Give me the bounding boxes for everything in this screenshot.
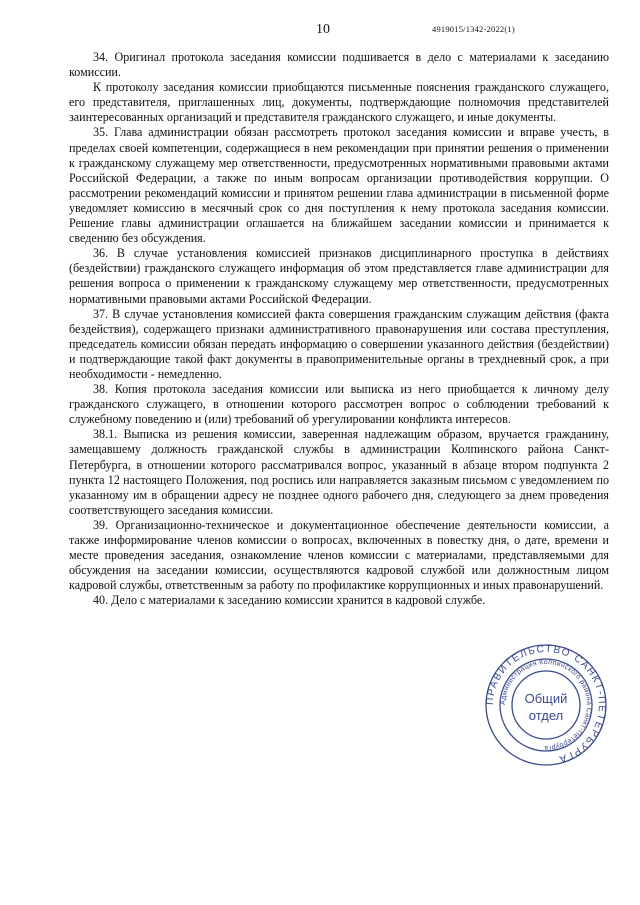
paragraph-37: 37. В случае установления комиссией факта совершения гражданским служащим действия (факта бездействия), содержащего признаки административного правонарушения или состава преступления, председатель комиссии обязан передать информацию о совершении указанного действия (бездействии) и подтверждающие такой факт документы в правоприменительные органы в трехдневный срок, а при необходимости - немедленно. — [69, 306, 609, 381]
stamp-center-line2: отдел — [528, 708, 564, 723]
paragraph-40: 40. Дело с материалами к заседанию комиссии хранится в кадровой службе. — [93, 593, 486, 608]
paragraph-38-1: 38.1. Выписка из решения комиссии, заверенная надлежащим образом, вручается гражданину, замещавшему должность гражданской службы в администрации Колпинского района Санкт-Петербурга, в отношении которого рассматривался вопрос, указанный в абзаце втором подпункта 2 пункта 12 настоящего Положения, под роспись или направляется заказным письмом с уведомлением по указанному им в обращении адресу не позднее одного рабочего дня, следующего за днем проведения соответствующего заседания комиссии. — [69, 427, 609, 517]
official-stamp — [484, 643, 608, 767]
paragraph-38: 38. Копия протокола заседания комиссии или выписка из него приобщается к личному делу гражданского служащего, в отношении которого рассмотрен вопрос о соблюдении требований к служебному поведению и (или) требований об урегулировании конфликта интересов. — [69, 382, 609, 427]
paragraph-39: 39. Организационно-техническое и документационное обеспечение деятельности комиссии, а также информирование членов комиссии о вопросах, включенных в повестку дня, о дате, времени и месте проведения заседания, ознакомление членов комиссии с материалами, представляемыми для обсуждения на заседании комиссии, осуществляются кадровой службой или должностным лицом кадровой службы, ответственным за работу по профилактике коррупционных и иных правонарушений. — [69, 517, 609, 593]
document-number: 4919015/1342-2022(1) — [432, 24, 515, 34]
paragraph-35: 35. Глава администрации обязан рассмотреть протокол заседания комиссии и вправе учесть, в пределах своей компетенции, содержащиеся в нем рекомендации при принятии решения о применении к гражданскому служащему мер ответственности, предусмотренных нормативными правовыми актами Российской Федерации, а также по иным вопросам организации противодействия коррупции. О рассмотрении рекомендаций комиссии и принятом решении глава администрации в письменной форме уведомляет комиссию в месячный срок со дня поступления к нему протокола заседания комиссии. Решение главы администрации оглашается на ближайшем заседании комиссии и принимается к сведению без обсуждения. — [69, 125, 609, 246]
page-number: 10 — [316, 22, 330, 37]
stamp-outer-text: ПРАВИТЕЛЬСТВО САНКТ-ПЕТЕРБУРГА — [484, 643, 608, 765]
document-body — [69, 50, 609, 608]
stamp-center-line1: Общий — [524, 691, 568, 706]
paragraph-34-attachments: К протоколу заседания комиссии приобщаются письменные пояснения гражданского служащего, его представителя, приглашенных лиц, документы, подтверждающие полномочия представителей заинтересованных организаций и представителя гражданского служащего, и иные документы. — [69, 80, 609, 125]
paragraph-36: 36. В случае установления комиссией признаков дисциплинарного проступка в действиях (бездействии) гражданского служащего информация об этом представляется главе администрации для решения вопроса о применении к гражданскому служащему мер ответственности, предусмотренных нормативными правовыми актами Российской Федерации. — [69, 246, 609, 306]
paragraph-34: 34. Оригинал протокола заседания комиссии подшивается в дело с материалами к заседанию комиссии. — [69, 50, 609, 80]
stamp-inner-text: Администрация Колпинского района Санкт-Петербурга — [499, 658, 593, 752]
